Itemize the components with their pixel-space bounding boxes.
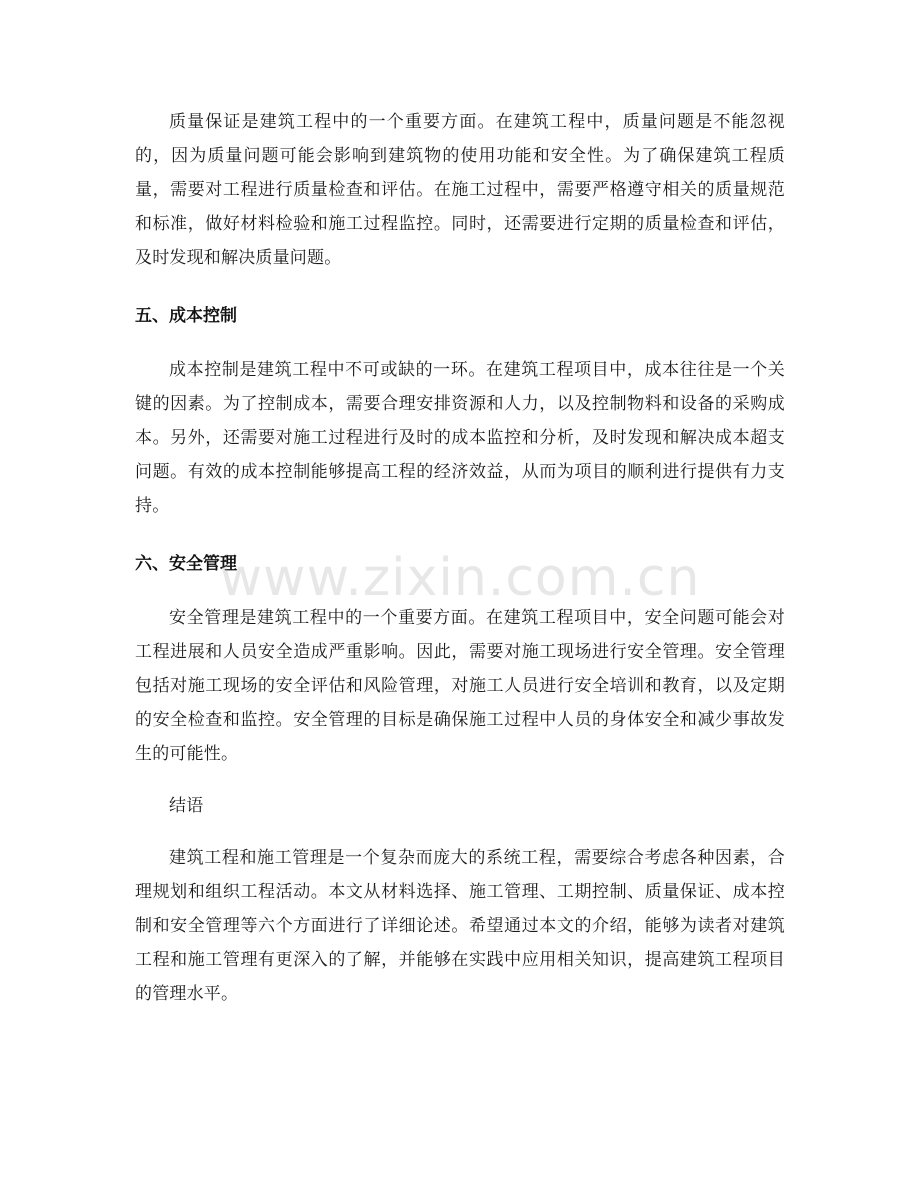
section-heading-cost-control: 五、成本控制 bbox=[135, 306, 237, 326]
paragraph-safety-management: 安全管理是建筑工程中的一个重要方面。在建筑工程项目中，安全问题可能会对工程进展和人员安全造成严重影响。因此，需要对施工现场进行安全管理。安全管理包括对施工现场的安全评估和风险管理，对施工人员进行安全培训和教育，以及定期的安全检查和监控。安全管理的目标是确保施工过程中人员的身体安全和减少事故发生的可能性。 bbox=[135, 608, 785, 764]
document-body bbox=[135, 105, 785, 1011]
section-heading-safety-management: 六、安全管理 bbox=[135, 554, 237, 574]
watermark-text: www.zixin.com.cn bbox=[219, 548, 701, 608]
conclusion-label: 结语 bbox=[169, 796, 204, 816]
paragraph-conclusion: 建筑工程和施工管理是一个复杂而庞大的系统工程，需要综合考虑各种因素，合理规划和组织工程活动。本文从材料选择、施工管理、工期控制、质量保证、成本控制和安全管理等六个方面进行了详细论述。希望通过本文的介绍，能够为读者对建筑工程和施工管理有更深入的了解，并能够在实践中应用相关知识，提高建筑工程项目的管理水平。 bbox=[135, 848, 785, 1004]
paragraph-quality-assurance: 质量保证是建筑工程中的一个重要方面。在建筑工程中，质量问题是不能忽视的，因为质量问题可能会影响到建筑物的使用功能和安全性。为了确保建筑工程质量，需要对工程进行质量检查和评估。在施工过程中，需要严格遵守相关的质量规范和标准，做好材料检验和施工过程监控。同时，还需要进行定期的质量检查和评估，及时发现和解决质量问题。 bbox=[135, 112, 785, 268]
paragraph-cost-control: 成本控制是建筑工程中不可或缺的一环。在建筑工程项目中，成本往往是一个关键的因素。为了控制成本，需要合理安排资源和人力，以及控制物料和设备的采购成本。另外，还需要对施工过程进行及时的成本监控和分析，及时发现和解决成本超支问题。有效的成本控制能够提高工程的经济效益，从而为项目的顺利进行提供有力支持。 bbox=[135, 360, 785, 516]
